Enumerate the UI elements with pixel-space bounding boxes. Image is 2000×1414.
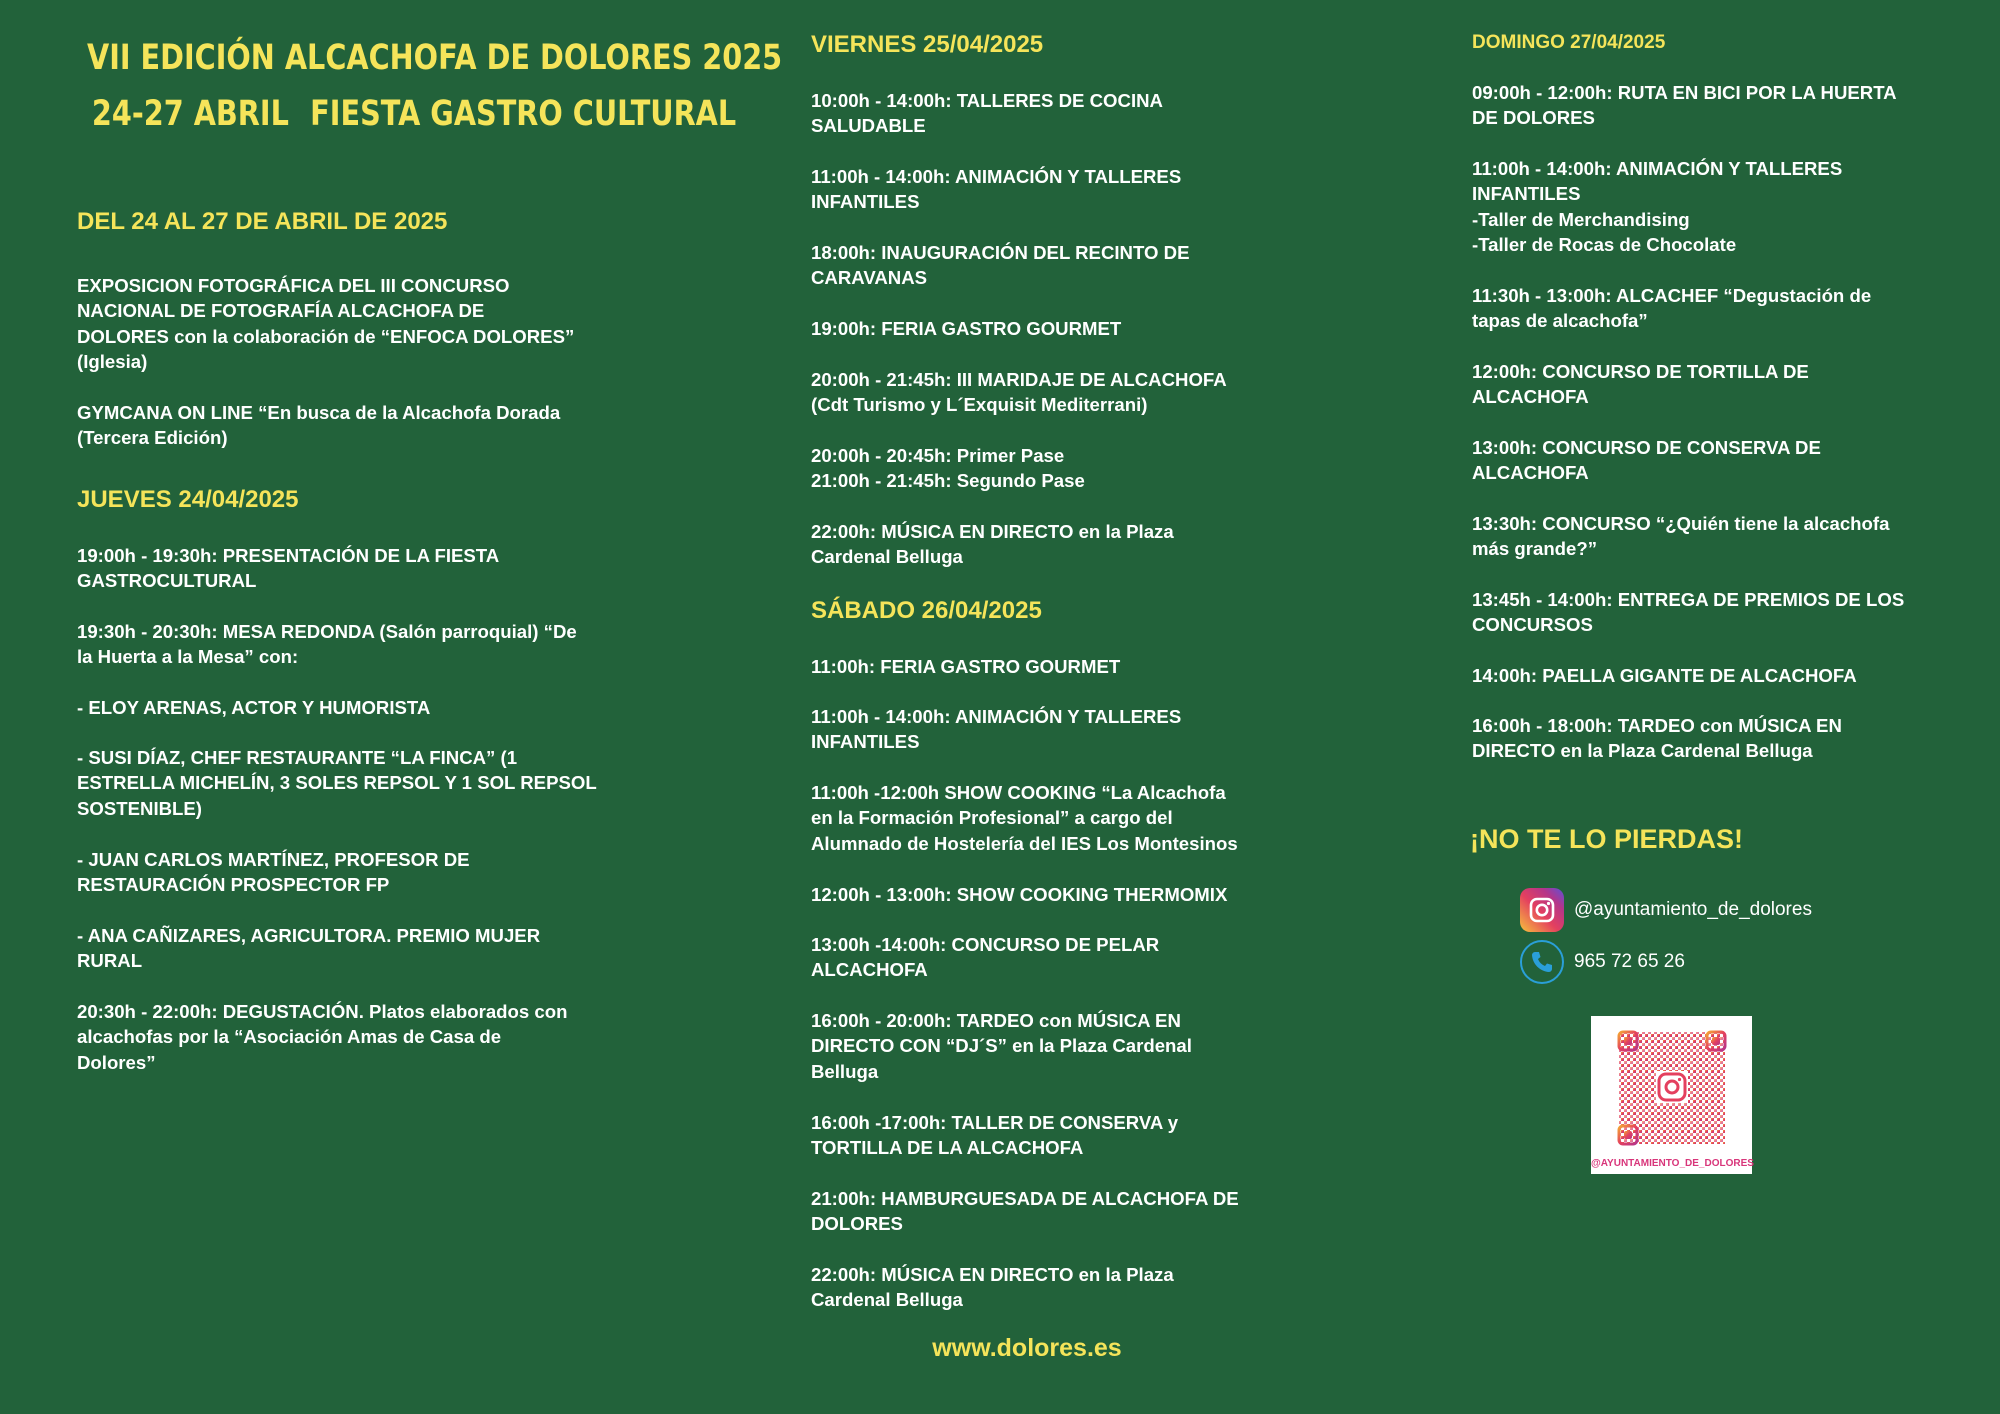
item-line: EXPOSICION FOTOGRÁFICA DEL III CONCURSO bbox=[77, 275, 510, 296]
sunday-item bbox=[1472, 80, 1897, 131]
item-line: en la Formación Profesional” a cargo del bbox=[811, 807, 1173, 829]
item-line: 12:00h - 13:00h: SHOW COOKING THERMOMIX bbox=[811, 884, 1228, 905]
thursday-item bbox=[77, 999, 567, 1075]
item-line: Cardenal Belluga bbox=[811, 1289, 963, 1311]
item-line: 13:45h - 14:00h: ENTREGA DE PREMIOS DE LOS bbox=[1472, 589, 1905, 610]
item-line: GYMCANA ON LINE “En busca de la Alcachofa Dorada bbox=[77, 402, 561, 423]
item-line: tapas de alcachofa” bbox=[1472, 310, 1648, 332]
item-line: SOSTENIBLE) bbox=[77, 797, 202, 819]
thursday-item bbox=[77, 543, 499, 594]
friday-item bbox=[811, 316, 1121, 341]
item-line: 13:00h: CONCURSO DE CONSERVA DE bbox=[1472, 437, 1821, 458]
item-line: 11:30h - 13:00h: ALCACHEF “Degustación de bbox=[1472, 285, 1872, 306]
item-line: 18:00h: INAUGURACIÓN DEL RECINTO DE bbox=[811, 242, 1190, 263]
item-line: 21:00h - 21:45h: Segundo Pase bbox=[811, 470, 1085, 492]
friday-item bbox=[811, 443, 1085, 494]
item-line: 20:30h - 22:00h: DEGUSTACIÓN. Platos elaborados con bbox=[77, 1001, 568, 1022]
item-line: Alumnado de Hostelería del IES Los Montesinos bbox=[811, 832, 1238, 854]
item-line: alcachofas por la “Asociación Amas de Casa de bbox=[77, 1026, 502, 1048]
saturday-item bbox=[811, 882, 1227, 907]
instagram-handle[interactable]: @ayuntamiento_de_dolores bbox=[1574, 899, 1812, 920]
website-link[interactable]: www.dolores.es bbox=[932, 1334, 1122, 1362]
sunday-item bbox=[1472, 587, 1904, 638]
item-line: DIRECTO en la Plaza Cardenal Belluga bbox=[1472, 740, 1813, 762]
item-line: 20:00h - 20:45h: Primer Pase bbox=[811, 445, 1065, 466]
item-line: (Cdt Turismo y L´Exquisit Mediterrani) bbox=[811, 394, 1148, 416]
item-line: ALCACHOFA bbox=[1472, 462, 1589, 484]
saturday-item bbox=[811, 780, 1238, 856]
friday-item bbox=[811, 519, 1174, 570]
item-line: 16:00h - 20:00h: TARDEO con MÚSICA EN bbox=[811, 1010, 1181, 1031]
item-line: 11:00h - 14:00h: ANIMACIÓN Y TALLERES bbox=[1472, 158, 1843, 179]
item-line: Cardenal Belluga bbox=[811, 546, 963, 568]
phone-number[interactable]: 965 72 65 26 bbox=[1574, 951, 1685, 972]
item-line: - ELOY ARENAS, ACTOR Y HUMORISTA bbox=[77, 697, 431, 718]
saturday-item bbox=[811, 1262, 1174, 1313]
thursday-item bbox=[77, 745, 597, 821]
instagram-contact[interactable] bbox=[1520, 888, 1812, 932]
item-line: ESTRELLA MICHELÍN, 3 SOLES REPSOL Y 1 SOL REPSOL bbox=[77, 772, 597, 794]
item-line: RURAL bbox=[77, 950, 143, 972]
cta-heading: ¡NO TE LO PIERDAS! bbox=[1470, 824, 1744, 854]
item-line: INFANTILES bbox=[811, 191, 920, 213]
title-line-1: VII EDICIÓN ALCACHOFA DE DOLORES 2025 bbox=[87, 38, 783, 78]
item-line: 16:00h - 18:00h: TARDEO con MÚSICA EN bbox=[1472, 715, 1842, 736]
saturday-item bbox=[811, 704, 1181, 755]
item-line: Belluga bbox=[811, 1060, 879, 1082]
sunday-heading: DOMINGO 27/04/2025 bbox=[1472, 32, 1666, 53]
item-line: INFANTILES bbox=[1472, 183, 1581, 205]
sunday-item bbox=[1472, 663, 1857, 688]
thursday-item bbox=[77, 923, 540, 974]
item-line: 22:00h: MÚSICA EN DIRECTO en la Plaza bbox=[811, 521, 1174, 542]
thursday-item bbox=[77, 619, 577, 670]
item-line: -Taller de Merchandising bbox=[1472, 208, 1690, 230]
item-line: 22:00h: MÚSICA EN DIRECTO en la Plaza bbox=[811, 1264, 1174, 1285]
item-line: DOLORES con la colaboración de “ENFOCA DOLORES” bbox=[77, 325, 575, 347]
thursday-item bbox=[77, 847, 470, 898]
item-line: 11:00h: FERIA GASTRO GOURMET bbox=[811, 656, 1121, 677]
sunday-item bbox=[1472, 435, 1821, 486]
item-line: 19:00h: FERIA GASTRO GOURMET bbox=[811, 318, 1122, 339]
item-line: SALUDABLE bbox=[811, 115, 926, 137]
saturday-item bbox=[811, 1186, 1239, 1237]
sunday-item bbox=[1472, 713, 1842, 764]
item-line: 16:00h -17:00h: TALLER DE CONSERVA y bbox=[811, 1112, 1179, 1133]
item-line: Dolores” bbox=[77, 1051, 156, 1073]
friday-item bbox=[811, 367, 1227, 418]
item-line: 21:00h: HAMBURGUESADA DE ALCACHOFA DE bbox=[811, 1188, 1239, 1209]
item-line: - ANA CAÑIZARES, AGRICULTORA. PREMIO MUJER bbox=[77, 925, 541, 946]
item-line: 11:00h - 14:00h: ANIMACIÓN Y TALLERES bbox=[811, 166, 1182, 187]
item-line: (Tercera Edición) bbox=[77, 427, 228, 449]
item-line: NACIONAL DE FOTOGRAFÍA ALCACHOFA DE bbox=[77, 300, 485, 322]
event-title bbox=[87, 30, 782, 142]
item-line: INFANTILES bbox=[811, 731, 920, 753]
item-line: 10:00h - 14:00h: TALLERES DE COCINA bbox=[811, 90, 1163, 111]
item-line: 12:00h: CONCURSO DE TORTILLA DE bbox=[1472, 361, 1809, 382]
qr-caption: @AYUNTAMIENTO_DE_DOLORES bbox=[1591, 1158, 1754, 1169]
item-line: DE DOLORES bbox=[1472, 107, 1595, 129]
general-item bbox=[77, 273, 574, 375]
item-line: más grande?” bbox=[1472, 538, 1598, 560]
friday-item bbox=[811, 240, 1189, 291]
item-line: 13:00h -14:00h: CONCURSO DE PELAR bbox=[811, 934, 1160, 955]
item-line: DIRECTO CON “DJ´S” en la Plaza Cardenal bbox=[811, 1035, 1192, 1057]
item-line: 14:00h: PAELLA GIGANTE DE ALCACHOFA bbox=[1472, 665, 1857, 686]
sunday-item bbox=[1472, 359, 1809, 410]
title-subtitle: FIESTA GASTRO CULTURAL bbox=[310, 94, 737, 134]
item-line: 19:30h - 20:30h: MESA REDONDA (Salón parroquial) “De bbox=[77, 621, 577, 642]
item-line: 09:00h - 12:00h: RUTA EN BICI POR LA HUERTA bbox=[1472, 82, 1897, 103]
item-line: 13:30h: CONCURSO “¿Quién tiene la alcachofa bbox=[1472, 513, 1890, 534]
thursday-item bbox=[77, 695, 430, 720]
item-line: - SUSI DÍAZ, CHEF RESTAURANTE “LA FINCA” (1 bbox=[77, 747, 518, 768]
item-line: 11:00h -12:00h SHOW COOKING “La Alcachofa bbox=[811, 782, 1226, 803]
item-line: (Iglesia) bbox=[77, 351, 148, 373]
item-line: RESTAURACIÓN PROSPECTOR FP bbox=[77, 874, 390, 896]
item-line: 20:00h - 21:45h: III MARIDAJE DE ALCACHOFA bbox=[811, 369, 1227, 390]
item-line: 19:00h - 19:30h: PRESENTACIÓN DE LA FIESTA bbox=[77, 545, 500, 566]
general-item bbox=[77, 400, 560, 451]
saturday-item bbox=[811, 654, 1120, 679]
sunday-item bbox=[1472, 283, 1871, 334]
item-line: 11:00h - 14:00h: ANIMACIÓN Y TALLERES bbox=[811, 706, 1182, 727]
general-heading: DEL 24 AL 27 DE ABRIL DE 2025 bbox=[77, 208, 448, 235]
saturday-item bbox=[811, 1008, 1192, 1084]
item-line: TORTILLA DE LA ALCACHOFA bbox=[811, 1137, 1084, 1159]
saturday-item bbox=[811, 1110, 1178, 1161]
title-line-2 bbox=[87, 86, 782, 142]
qr-code-graphic bbox=[1591, 1016, 1752, 1156]
friday-heading: VIERNES 25/04/2025 bbox=[811, 31, 1044, 58]
saturday-item bbox=[811, 932, 1159, 983]
item-line: DOLORES bbox=[811, 1213, 903, 1235]
title-dates: 24-27 ABRIL bbox=[91, 94, 289, 134]
item-line: -Taller de Rocas de Chocolate bbox=[1472, 234, 1737, 256]
item-line: ALCACHOFA bbox=[1472, 386, 1589, 408]
sunday-item bbox=[1472, 511, 1889, 562]
thursday-heading: JUEVES 24/04/2025 bbox=[77, 486, 299, 513]
item-line: ALCACHOFA bbox=[811, 959, 928, 981]
instagram-icon[interactable] bbox=[1520, 888, 1564, 932]
item-line: CARAVANAS bbox=[811, 267, 928, 289]
item-line: la Huerta a la Mesa” con: bbox=[77, 646, 299, 668]
qr-code[interactable] bbox=[1591, 1016, 1752, 1174]
friday-item bbox=[811, 164, 1181, 215]
item-line: - JUAN CARLOS MARTÍNEZ, PROFESOR DE bbox=[77, 849, 470, 870]
sunday-item bbox=[1472, 156, 1842, 258]
saturday-heading: SÁBADO 26/04/2025 bbox=[811, 597, 1042, 624]
phone-contact[interactable] bbox=[1520, 940, 1685, 984]
phone-icon[interactable] bbox=[1520, 940, 1564, 984]
item-line: CONCURSOS bbox=[1472, 614, 1593, 636]
item-line: GASTROCULTURAL bbox=[77, 570, 257, 592]
friday-item bbox=[811, 88, 1163, 139]
